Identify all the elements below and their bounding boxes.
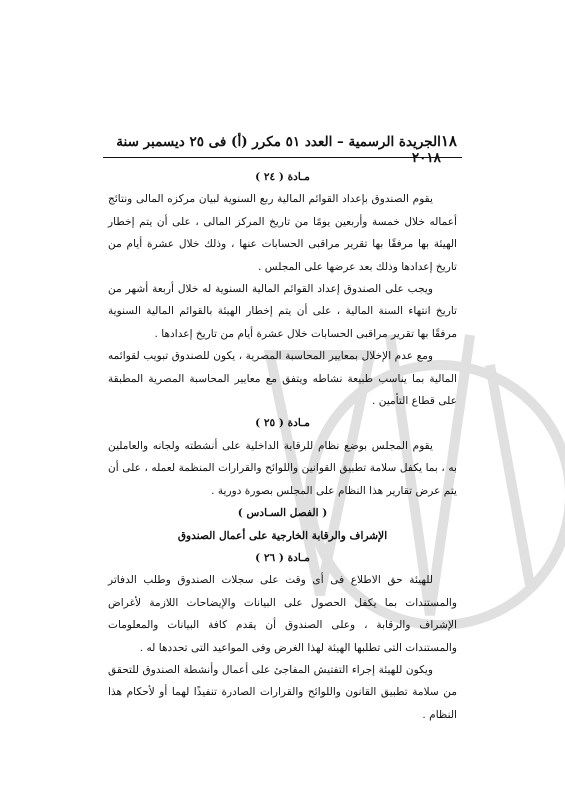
chapter-subtitle: الإشراف والرقابة الخارجية على أعمال الصندوق [177,529,388,542]
article-24-paragraph-3: ومع عدم الإخلال بمعايير المحاسبة المصرية ، يكون للصندوق تبويب لقوائمه المالية بما يناسب طبيعة نشاطه ويتفق مع معايير المحاسبة المصرية المطبقة على قطاع التأمين . [108,350,457,408]
article-24-paragraph-1: يقوم الصندوق بإعداد القوائم المالية ربع السنوية لبيان مركزه المالى ونتائج أعماله خلال خمسة وأربعين يومًا من تاريخ المركز المالى ، على أن يتم إخطار الهيئة بها مرفقًا بها تقرير مراقبى الحسابات عنها ، وذلك خلال عشرة أيام من تاريخ إعدادها وذلك بعد عرضها على المجلس . [108,193,457,273]
article-24-paragraph-2: ويجب على الصندوق إعداد القوائم المالية السنوية له خلال أربعة أشهر من تاريخ انتهاء السنة المالية ، على أن يتم إخطار الهيئة بالقوائم المالية السنوية مرفقًا بها تقرير مراقبى الحسابات خلال عشرة أيام من تاريخ إعدادها . [108,283,457,340]
article-25-heading: مـادة ( ٢٥ ) [255,417,310,430]
page-header [105,132,457,166]
article-26-paragraph-1: للهيئة حق الاطلاع فى أى وقت على سجلات الصندوق وطلب الدفاتر والمستندات بما يكفل الحصول على البيانات والإيضاحات اللازمة لأغراض الإشراف والرقابة ، وعلى الصندوق أن يقدم كافة البيانات والمعلومات والمستندات التى تطلبها الهيئة لهذا الغرض وفى المواعيد التى تحددها له . [108,574,457,654]
chapter-title: ( الفصل السـادس ) [237,507,328,520]
page-number: ١٨ [440,132,457,150]
article-25-paragraph-1: يقوم المجلس بوضع نظام للرقابة الداخلية على أنشطته ولجانه والعاملين به ، بما يكفل سلامة تطبيق القوانين واللوائح والقرارات المنظمة لعمله ، على أن يتم عرض تقارير هذا النظام على المجلس بصورة دورية . [108,439,457,497]
article-26-heading: مـادة ( ٢٦ ) [255,551,310,564]
document-body [108,166,457,726]
gazette-header-title: الجريدة الرسمية – العدد ٥١ مكرر (أ) فى ٢٥ ديسمبر سنة ٢٠١٨ [116,134,441,166]
article-26-paragraph-2: ويكون للهيئة إجراء التفتيش المفاجئ على أعمال وأنشطة الصندوق للتحقق من سلامة تطبيق القانون واللوائح والقرارات الصادرة تنفيذًا لهما أو لأحكام هذا النظام . [108,663,457,721]
article-24-heading: مـادة ( ٢٤ ) [255,171,310,183]
header-rule [103,157,462,158]
